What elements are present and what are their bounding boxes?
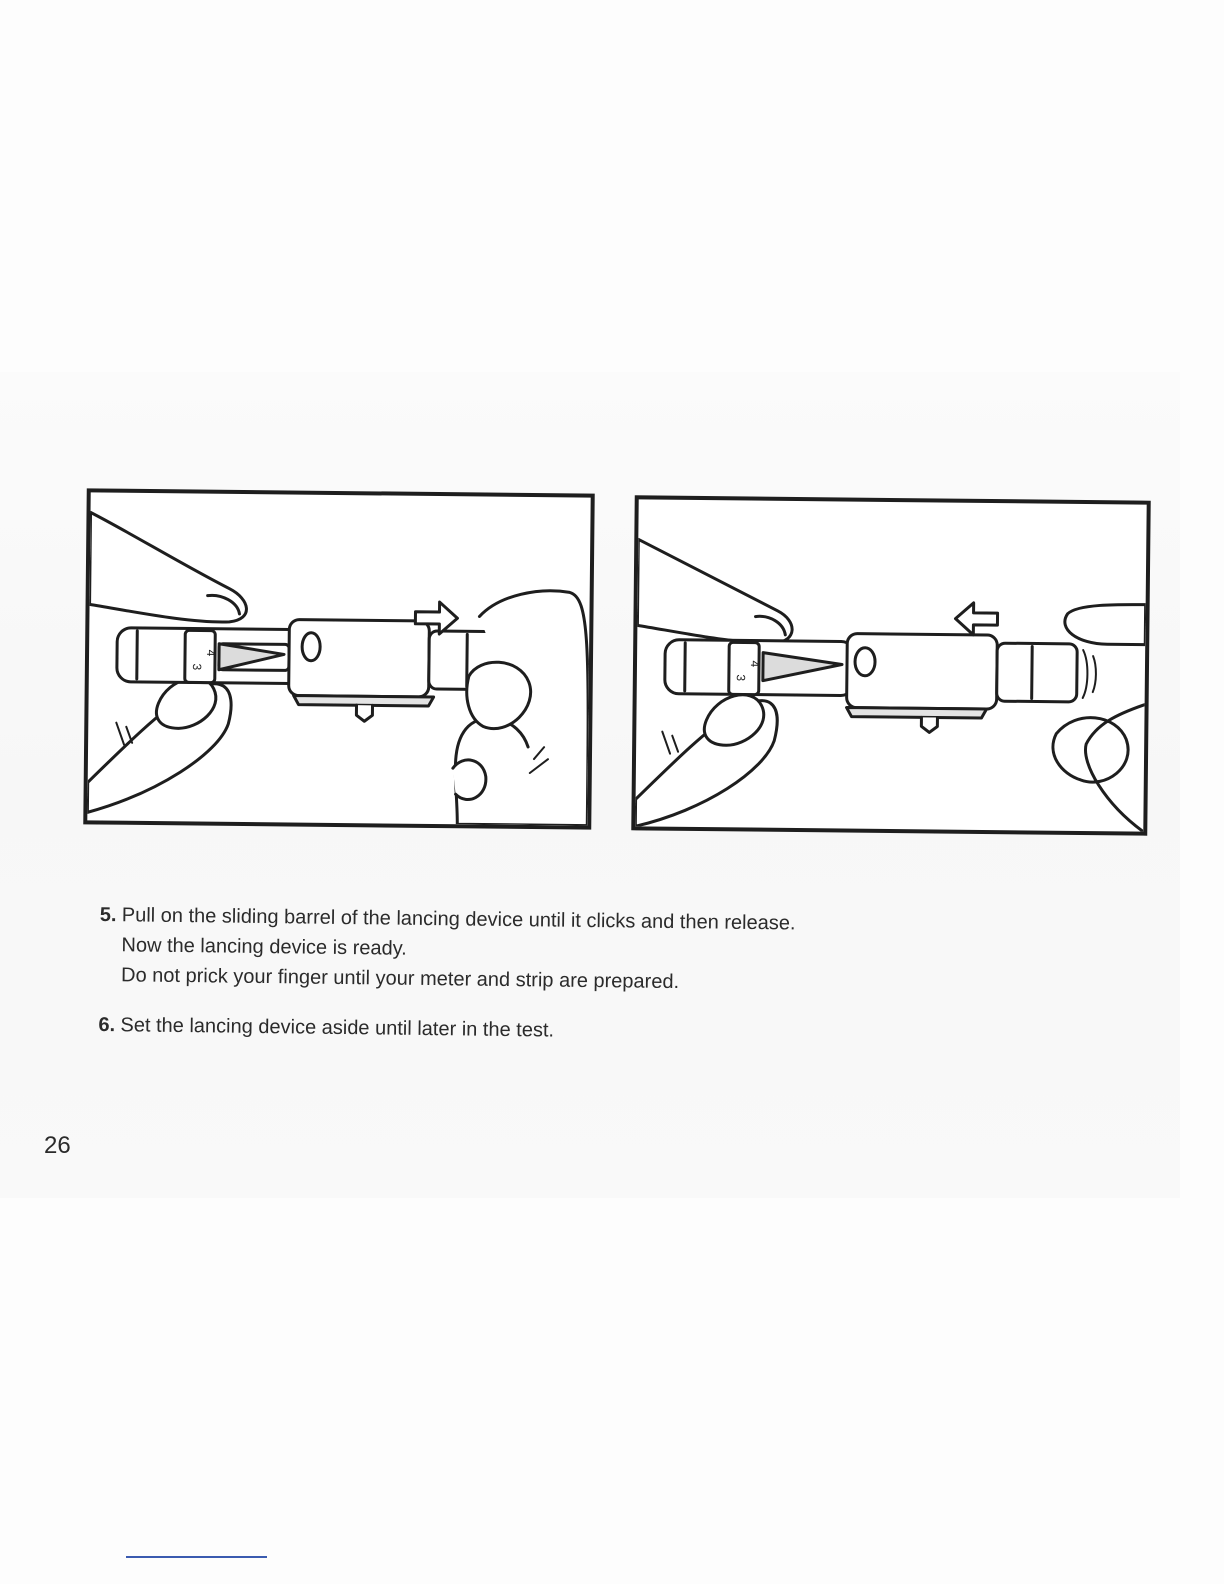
step-5 [99, 900, 960, 1000]
lancing-device-drawing [87, 492, 590, 825]
barrel-button [302, 633, 320, 661]
step-text-line: Do not prick your finger until your meter and strip are prepared. [120, 964, 680, 994]
step-text-line: Pull on the sliding barrel of the lancing device until it clicks and then release. [121, 904, 796, 935]
page-number: 26 [44, 1132, 71, 1159]
dial-number-4: 4 [204, 649, 219, 657]
step-number: 5. [99, 903, 117, 927]
step-text-line: Set the lancing device aside until later in the test. [120, 1014, 555, 1042]
upper-finger [637, 539, 793, 643]
illustration-release-barrel [631, 495, 1150, 835]
device-plunger [997, 643, 1078, 702]
step-text-line: Now the lancing device is ready. [121, 934, 407, 960]
barrel-button [855, 648, 875, 676]
footer-rule [126, 1556, 267, 1558]
depth-dial [185, 630, 219, 682]
dial-number-4: 4 [747, 660, 763, 668]
step-number: 6. [98, 1013, 116, 1037]
lancing-device-drawing [635, 499, 1146, 831]
arrow-left-icon [955, 603, 997, 635]
depth-dial [729, 642, 763, 694]
dial-number-3: 3 [189, 663, 204, 671]
instruction-steps [98, 900, 960, 1050]
illustration-pull-barrel [83, 488, 594, 829]
upper-finger [89, 512, 247, 622]
dial-number-3: 3 [733, 674, 748, 682]
